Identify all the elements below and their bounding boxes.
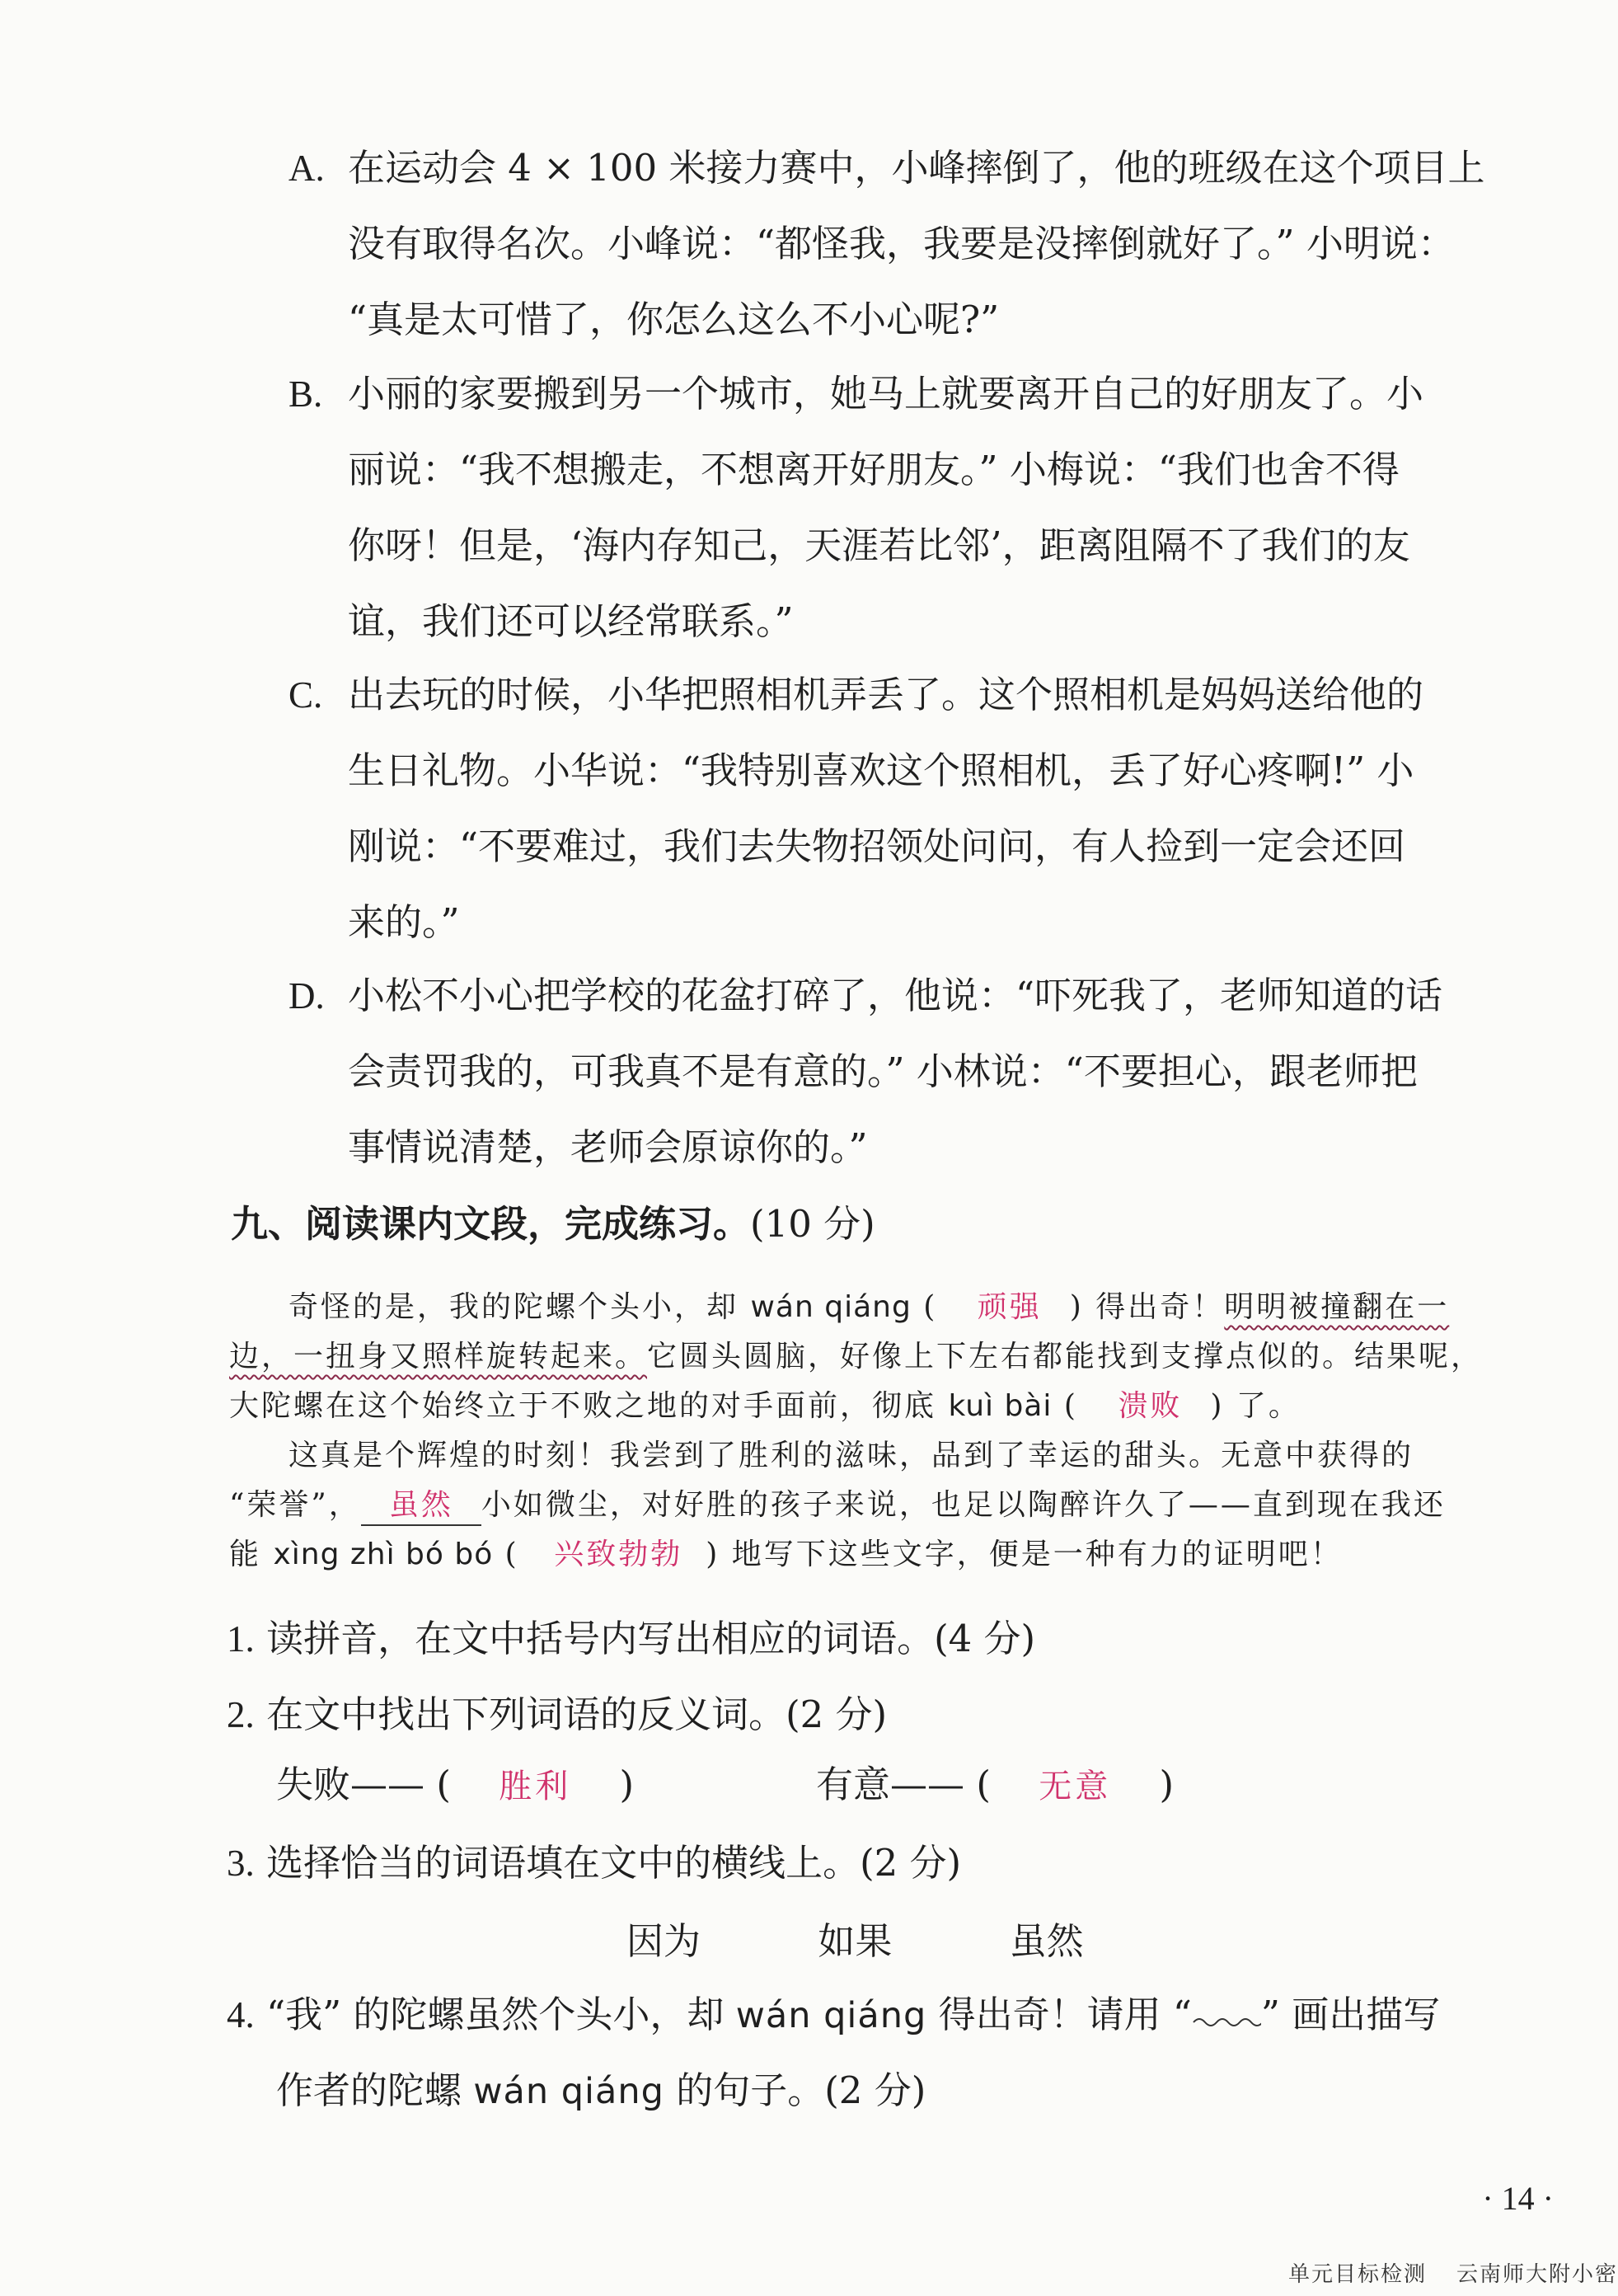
wavy-line-icon <box>1192 2007 1261 2029</box>
bracket: ) 得出奇！ <box>1069 1290 1225 1324</box>
bracket: ( <box>436 1763 451 1806</box>
passage-text: “荣誉”， <box>229 1488 361 1522</box>
option-letter: C. <box>288 674 323 716</box>
pinyin-text: wán qiáng <box>735 1995 927 2036</box>
bracket: ) <box>619 1763 635 1806</box>
option-line: 刚说：“不要难过，我们去失物招领处问问，有人捡到一定会还回 <box>348 824 1406 868</box>
pinyin-text: wán qiáng <box>473 2071 664 2112</box>
fill-blank <box>361 1486 481 1526</box>
question-text: 作者的陀螺 <box>276 2068 474 2112</box>
bracket: ( <box>911 1290 938 1324</box>
option-line: 谊，我们还可以经常联系。” <box>348 599 794 643</box>
wavy-underlined-text: 边，一扭身又照样旋转起来。 <box>229 1340 648 1373</box>
footer-left: 单元目标检测 <box>1287 2262 1427 2287</box>
bracket: ( <box>976 1763 991 1806</box>
section-title-text: 九、阅读课内文段，完成练习。 <box>231 1202 751 1246</box>
answer-word: 溃败 <box>1118 1389 1183 1423</box>
passage-line <box>229 1431 1482 1481</box>
pinyin-text: xìng zhì bó bó <box>273 1538 494 1571</box>
wavy-underlined-text: 明明被撞翻在一 <box>1224 1290 1450 1324</box>
passage-line <box>229 1481 1482 1530</box>
answer-word: 虽然 <box>388 1488 453 1522</box>
option-line: 来的。” <box>348 900 460 944</box>
question-3 <box>227 1825 961 1901</box>
antonym-pair <box>816 1754 1174 1808</box>
option-line: 小丽的家要搬到另一个城市，她马上就要离开自己的好朋友了。小 <box>348 372 1424 416</box>
passage-text: 能 <box>229 1538 274 1571</box>
question-number: 1. <box>227 1618 255 1660</box>
bracket: ) 地写下这些文字，便是一种有力的证明吧！ <box>706 1538 1343 1571</box>
question-text: 得出奇！请用 “ <box>926 1993 1192 2036</box>
word-choices <box>626 1911 1189 1965</box>
answer-word: 胜利 <box>499 1768 572 1805</box>
option-d <box>288 958 1492 1186</box>
question-4-line-2 <box>227 2053 926 2129</box>
section-score: (10 分) <box>750 1202 875 1246</box>
option-c <box>288 657 1492 960</box>
passage-text: 大陀螺在这个始终立于不败之地的对手面前，彻底 <box>229 1389 949 1423</box>
option-line: 出去玩的时候，小华把照相机弄丢了。这个照相机是妈妈送给他的 <box>348 673 1424 716</box>
passage-line <box>229 1530 1482 1580</box>
question-text: 的句子。(2 分) <box>664 2068 926 2112</box>
option-letter: D. <box>288 975 325 1017</box>
question-text: 读拼音，在文中括号内写出相应的词语。(4 分) <box>266 1617 1036 1660</box>
pair-word: 失败—— <box>276 1763 425 1806</box>
passage-text: 奇怪的是，我的陀螺个头小，却 <box>288 1290 751 1324</box>
footer-right: 云南师大附小密 <box>1456 2262 1618 2287</box>
choice-word: 虽然 <box>1009 1919 1084 1963</box>
question-2 <box>227 1677 887 1753</box>
option-line: 你呀！但是，‘海内存知己，天涯若比邻’，距离阻隔不了我们的友 <box>348 524 1410 567</box>
option-line: 会责罚我的，可我真不是有意的。” 小林说：“不要担心，跟老师把 <box>348 1049 1418 1093</box>
page-number: · 14 · <box>1482 2180 1554 2217</box>
answer-word: 无意 <box>1039 1768 1112 1805</box>
question-number: 2. <box>227 1694 255 1735</box>
option-line: 生日礼物。小华说：“我特别喜欢这个照相机，丢了好心疼啊!” 小 <box>348 749 1414 792</box>
antonym-pair <box>276 1754 634 1808</box>
pinyin-text: wán qiáng <box>750 1290 912 1324</box>
passage-text: 这真是个辉煌的时刻！我尝到了胜利的滋味，品到了幸运的甜头。无意中获得的 <box>288 1439 1414 1472</box>
question-text: 选择恰当的词语填在文中的横线上。(2 分) <box>266 1841 962 1885</box>
question-4 <box>227 1977 1440 2054</box>
question-text: “我” 的陀螺虽然个头小，却 <box>266 1993 736 2036</box>
option-letter: B. <box>288 373 323 415</box>
option-line: 小松不小心把学校的花盆打碎了，他说：“吓死我了，老师知道的话 <box>348 974 1443 1017</box>
reading-passage <box>229 1283 1482 1580</box>
question-text: 在文中找出下列词语的反义词。(2 分) <box>266 1693 888 1736</box>
option-line: “真是太可惜了，你怎么这么不小心呢?” <box>348 298 1000 341</box>
question-number: 4. <box>227 1994 255 2035</box>
option-a <box>288 130 1492 358</box>
option-line: 丽说：“我不想搬走，不想离开好朋友。” 小梅说：“我们也舍不得 <box>348 448 1400 491</box>
choice-word: 因为 <box>626 1919 701 1963</box>
option-line: 在运动会 4 × 100 米接力赛中，小峰摔倒了，他的班级在这个项目上 <box>348 146 1485 190</box>
choice-word: 如果 <box>818 1919 893 1963</box>
bracket: ( <box>1052 1389 1078 1423</box>
answer-word: 顽强 <box>977 1290 1042 1324</box>
pinyin-text: kuì bài <box>948 1389 1053 1423</box>
passage-line <box>229 1283 1482 1332</box>
passage-line <box>229 1382 1482 1431</box>
footer <box>1259 2257 1618 2288</box>
passage-text: 小如微尘，对好胜的孩子来说，也足以陶醉许久了——直到现在我还 <box>481 1488 1446 1522</box>
question-1 <box>227 1601 1035 1677</box>
passage-text: 它圆头圆脑，好像上下左右都能找到支撑点似的。结果呢， <box>647 1340 1484 1373</box>
section-title <box>231 1194 875 1247</box>
question-number: 3. <box>227 1843 255 1884</box>
option-line: 事情说清楚，老师会原谅你的。” <box>348 1125 868 1169</box>
pair-word: 有意—— <box>816 1763 965 1806</box>
option-b <box>288 356 1492 660</box>
passage-line <box>229 1332 1482 1382</box>
bracket: ) <box>1159 1763 1175 1806</box>
bracket: ( <box>493 1538 519 1571</box>
bracket: ) 了。 <box>1210 1389 1301 1423</box>
option-letter: A. <box>288 148 325 189</box>
option-line: 没有取得名次。小峰说：“都怪我，我要是没摔倒就好了。” 小明说： <box>348 222 1455 265</box>
question-text: ” 画出描写 <box>1260 1993 1441 2036</box>
answer-word: 兴致勃勃 <box>554 1538 683 1571</box>
